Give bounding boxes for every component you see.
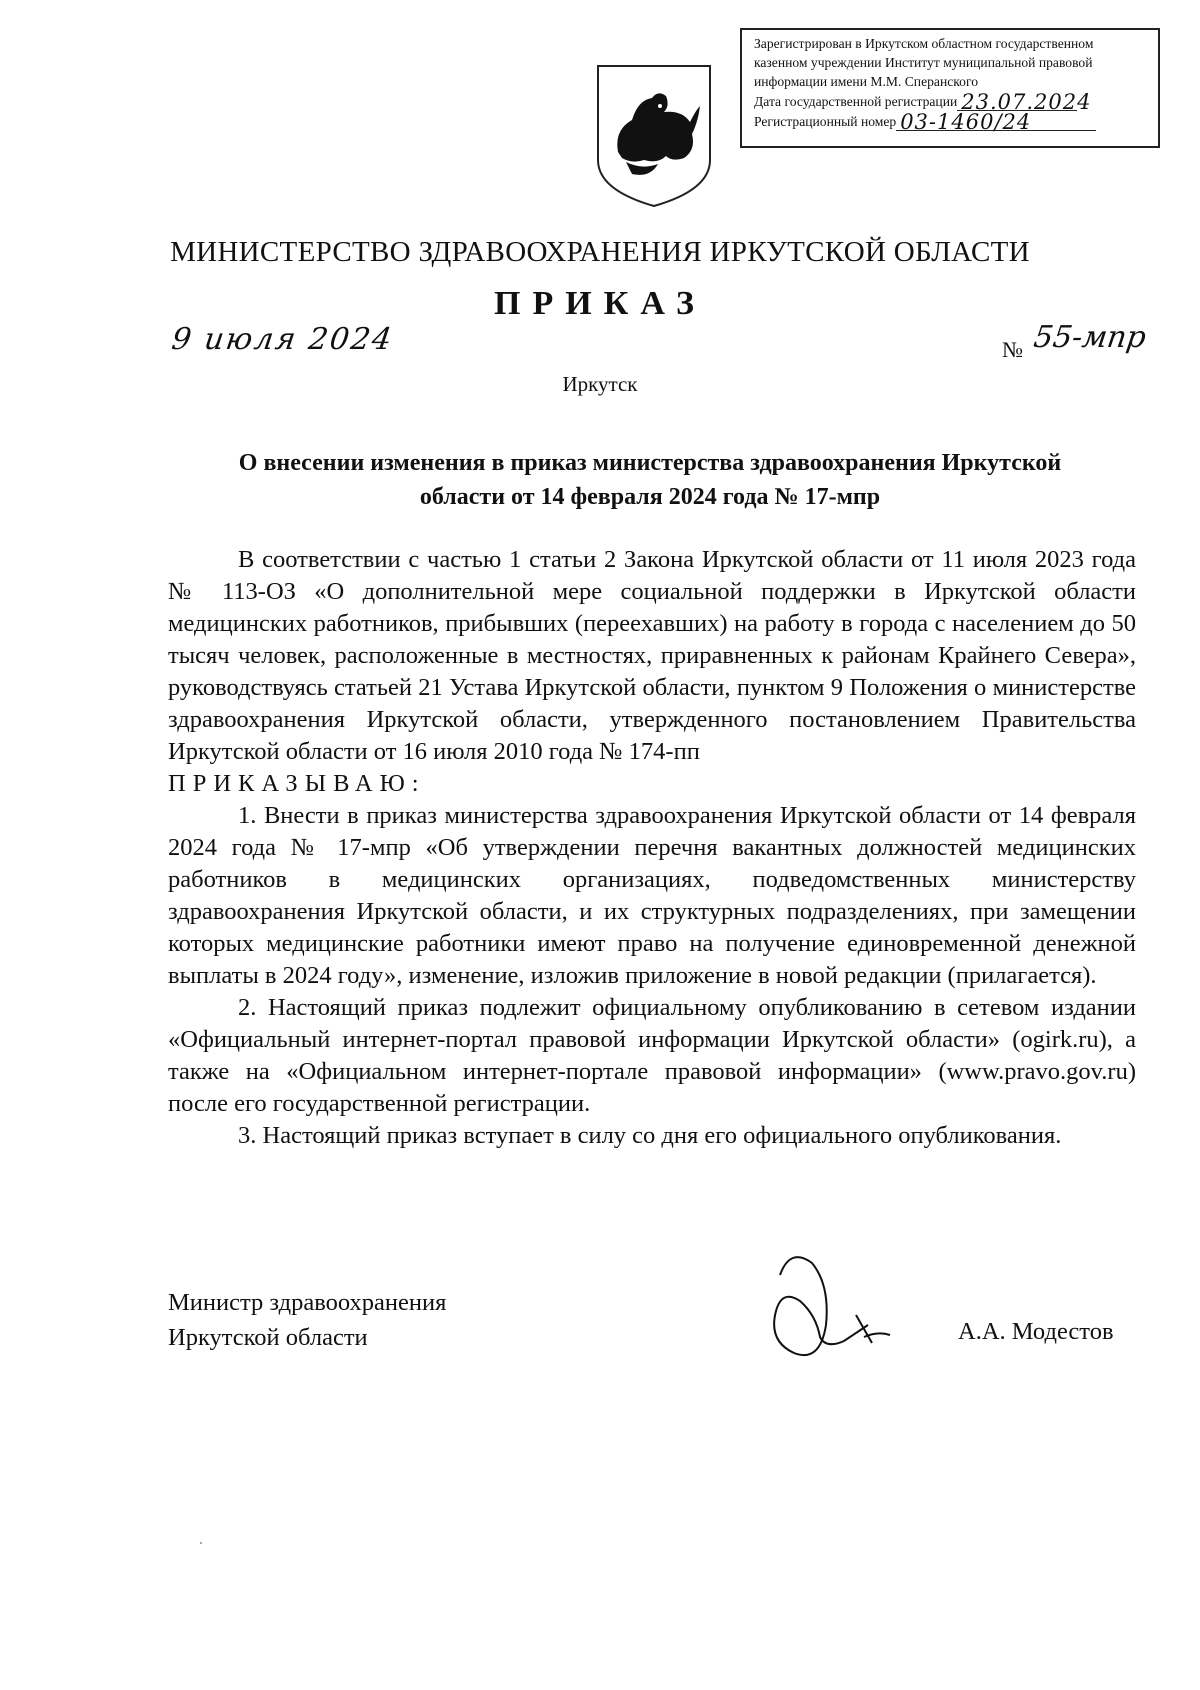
signer-name: А.А. Модестов (958, 1318, 1114, 1345)
coat-of-arms-icon (592, 60, 716, 210)
preamble-paragraph: В соответствии с частью 1 статьи 2 Закона Иркутской области от 11 июля 2023 года № 113-ОЗ «О дополнительной мере социальной поддержки в Иркутской области медицинских работников, прибывших (переехавших) на работу в города с населением до 50 тысяч человек, расположенные в местностях, приравненных к районам Крайнего Севера», руководствуясь статьей 21 Устава Иркутской области, пунктом 9 Положения о министерстве здравоохранения Иркутской области, утвержденного постановлением Правительства Иркутской области от 16 июля 2010 года № 174-пп (168, 546, 1136, 765)
stamp-reg-label: Регистрационный номер (754, 114, 897, 129)
scan-speck (200, 1542, 202, 1544)
handwritten-signature (760, 1245, 900, 1370)
signer-position-line-2: Иркутской области (168, 1324, 368, 1351)
stamp-line-2: казенном учреждении Институт муниципальной правовой (754, 55, 1093, 70)
handwritten-date: 9 июля 2024 (169, 322, 396, 357)
city: Иркутск (562, 372, 638, 396)
registration-stamp (740, 28, 1160, 148)
stamp-date-value: 23.07.2024 (961, 90, 1092, 114)
handwritten-number: 55-мпр (1031, 320, 1149, 355)
stamp-line-3: информации имени М.М. Сперанского (754, 74, 978, 89)
item-3-paragraph: 3. Настоящий приказ вступает в силу со дня его официального опубликования. (238, 1122, 1062, 1149)
item-2-paragraph: 2. Настоящий приказ подлежит официальному опубликованию в сетевом издании «Официальный интернет-портал правовой информации Иркутской области» (ogirk.ru), а также на «Официальном интернет-портале правовой информации» (www.pravo.gov.ru) после его государственной регистрации. (168, 994, 1136, 1117)
item-1-paragraph: 1. Внести в приказ министерства здравоохранения Иркутской области от 14 февраля 2024 года № 17-мпр «Об утверждении перечня вакантных должностей медицинских работников в медицинских организациях, подведомственных министерству здравоохранения Иркутской области, и их структурных подразделениях, при замещении которых медицинские работники имеют право на получение единовременной денежной выплаты в 2024 году», изменение, изложив приложение в новой редакции (прилагается). (168, 802, 1136, 989)
stamp-reg-value: 03-1460/24 (900, 110, 1032, 134)
order-word: ПРИКАЗЫВАЮ: (168, 770, 426, 797)
ministry-name: МИНИСТЕРСТВО ЗДРАВООХРАНЕНИЯ ИРКУТСКОЙ ОБЛАСТИ (170, 236, 1030, 268)
document-type: ПРИКАЗ (494, 285, 706, 322)
subject-line-2: области от 14 февраля 2024 года № 17-мпр (419, 484, 881, 510)
signer-position (168, 1285, 446, 1355)
stamp-date-row (754, 90, 1150, 114)
document-body (168, 544, 1136, 1152)
subject-line-1: О внесении изменения в приказ министерства здравоохранения Иркутской (238, 450, 1062, 476)
number-sign: № (1002, 337, 1023, 362)
stamp-date-label: Дата государственной регистрации (754, 94, 958, 109)
stamp-reg-row (754, 110, 1150, 134)
signer-position-line-1: Министр здравоохранения (168, 1289, 447, 1316)
document-subject (160, 446, 1140, 514)
stamp-line-1: Зарегистрирован в Иркутском областном государственном (754, 36, 1094, 51)
